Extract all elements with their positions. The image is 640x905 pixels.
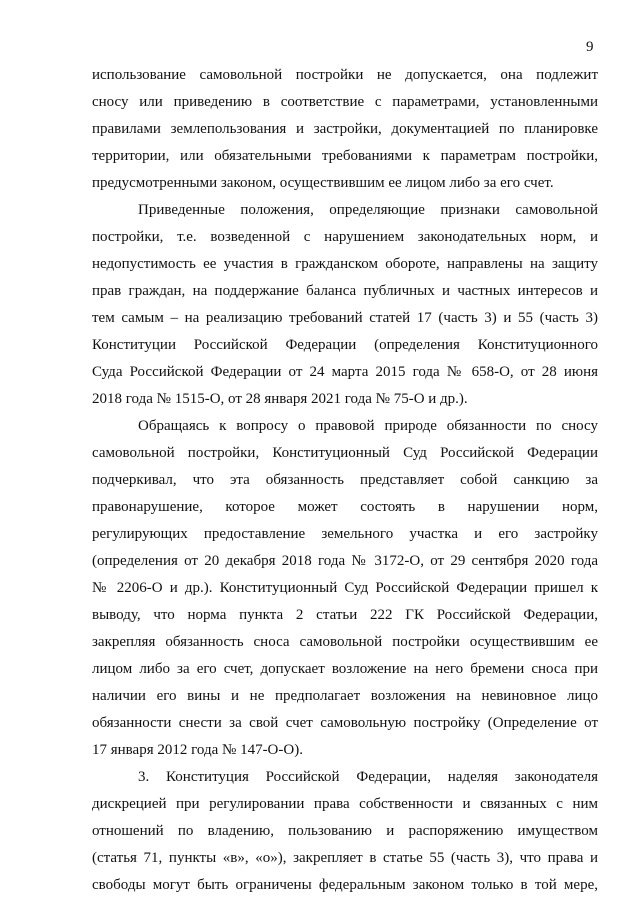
- text-line: предусмотренными законом, осуществившим ее лицом либо за его счет.: [92, 175, 554, 191]
- document-body: [92, 62, 598, 899]
- text-line: 3. Конституция Российской Федерации, наделяя законодателя: [138, 769, 598, 785]
- text-line: использование самовольной постройки не допускается, она подлежит: [92, 67, 598, 83]
- text-line: свободы могут быть ограничены федеральным законом только в той мере,: [92, 877, 598, 893]
- text-line: отношений по владению, пользованию и распоряжению имуществом: [92, 823, 598, 839]
- text-line: № 2206-О и др.). Конституционный Суд Российской Федерации пришел к: [92, 580, 598, 596]
- text-line: постройки, т.е. возведенной с нарушением законодательных норм, и: [92, 229, 598, 245]
- paragraph-3: [92, 413, 598, 764]
- text-line: тем самым – на реализацию требований статей 17 (часть 3) и 55 (часть 3): [92, 310, 598, 326]
- text-line: 2018 года № 1515-О, от 28 января 2021 года № 75-О и др.).: [92, 391, 468, 407]
- text-line: (определения от 20 декабря 2018 года № 3172-О, от 29 сентября 2020 года: [92, 553, 598, 569]
- text-line: лицом либо за его счет, допускает возложение на него бремени сноса при: [92, 661, 598, 677]
- text-line: Суда Российской Федерации от 24 марта 2015 года № 658-О, от 28 июня: [92, 364, 598, 380]
- text-line: дискрецией при регулировании права собственности и связанных с ним: [92, 796, 598, 812]
- text-line: прав граждан, на поддержание баланса публичных и частных интересов и: [92, 283, 598, 299]
- text-line: регулирующих предоставление земельного участка и его застройку: [92, 526, 598, 542]
- text-line: Конституции Российской Федерации (определения Конституционного: [92, 337, 598, 353]
- text-line: Приведенные положения, определяющие признаки самовольной: [138, 202, 598, 218]
- text-line: недопустимость ее участия в гражданском обороте, направлены на защиту: [92, 256, 598, 272]
- text-line: самовольной постройки, Конституционный Суд Российской Федерации: [92, 445, 598, 461]
- text-line: закрепляя обязанность сноса самовольной постройки осуществившим ее: [92, 634, 598, 650]
- text-line: выводу, что норма пункта 2 статьи 222 ГК Российской Федерации,: [92, 607, 598, 623]
- text-line: территории, или обязательными требованиями к параметрам постройки,: [92, 148, 598, 164]
- text-line: правилами землепользования и застройки, документацией по планировке: [92, 121, 598, 137]
- text-line: (статья 71, пункты «в», «о»), закрепляет в статье 55 (часть 3), что права и: [92, 850, 598, 866]
- text-line: сносу или приведению в соответствие с параметрами, установленными: [92, 94, 598, 110]
- text-line: Обращаясь к вопросу о правовой природе обязанности по сносу: [138, 418, 598, 434]
- paragraph-1: [92, 62, 598, 197]
- text-line: подчеркивал, что эта обязанность представляет собой санкцию за: [92, 472, 598, 488]
- paragraph-4: [92, 764, 598, 899]
- text-line: обязанности снести за свой счет самовольную постройку (Определение от: [92, 715, 598, 731]
- paragraph-2: [92, 197, 598, 413]
- page-number: 9: [586, 39, 594, 55]
- text-line: правонарушение, которое может состоять в нарушении норм,: [92, 499, 598, 515]
- text-line: наличии его вины и не предполагает возложения на невиновное лицо: [92, 688, 598, 704]
- text-line: 17 января 2012 года № 147-О-О).: [92, 742, 303, 758]
